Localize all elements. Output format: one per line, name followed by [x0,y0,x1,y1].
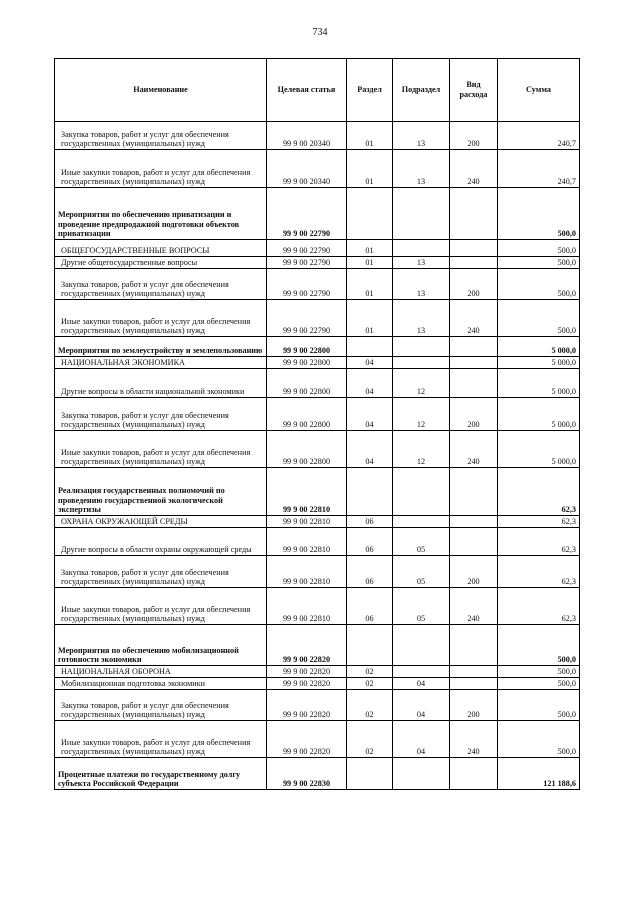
table-row [55,337,580,357]
table-row [55,357,580,369]
cell-name: Процентные платежи по государственному долгу субъекта Российской Федерации [55,758,267,790]
cell-subsection: 13 [393,269,450,300]
cell-name: Реализация государственных полномочий по проведению государственной экологической экспертизы [55,468,267,516]
cell-subsection: 13 [393,300,450,337]
cell-subsection: 12 [393,398,450,431]
cell-section: 06 [347,556,393,588]
table-row [55,122,580,150]
cell-name: Закупка товаров, работ и услуг для обеспечения государственных (муниципальных) нужд [55,122,267,150]
cell-section [347,468,393,516]
cell-expense-type: 200 [450,269,498,300]
header-section: Раздел [347,59,393,122]
cell-subsection [393,666,450,678]
cell-target: 99 9 00 22790 [267,257,347,269]
cell-name: НАЦИОНАЛЬНАЯ ЭКОНОМИКА [55,357,267,369]
cell-expense-type [450,468,498,516]
cell-subsection: 13 [393,257,450,269]
cell-target: 99 9 00 22790 [267,240,347,257]
cell-amount: 62,3 [498,556,580,588]
table-row [55,690,580,721]
cell-name: Мероприятия по землеустройству и землепользованию [55,337,267,357]
cell-name: Закупка товаров, работ и услуг для обеспечения государственных (муниципальных) нужд [55,269,267,300]
cell-target: 99 9 00 22820 [267,690,347,721]
cell-name: Иные закупки товаров, работ и услуг для обеспечения государственных (муниципальных) нужд [55,721,267,758]
cell-section: 06 [347,516,393,528]
cell-expense-type [450,516,498,528]
cell-section: 01 [347,240,393,257]
cell-expense-type: 240 [450,431,498,468]
cell-amount: 5 000,0 [498,369,580,398]
cell-expense-type [450,625,498,666]
cell-target: 99 9 00 20340 [267,150,347,188]
cell-amount: 500,0 [498,625,580,666]
cell-expense-type: 200 [450,122,498,150]
cell-section: 01 [347,269,393,300]
header-name: Наименование [55,59,267,122]
cell-section: 02 [347,690,393,721]
cell-section: 04 [347,357,393,369]
table-row [55,240,580,257]
cell-expense-type: 240 [450,721,498,758]
cell-amount: 62,3 [498,516,580,528]
cell-target: 99 9 00 22810 [267,468,347,516]
table-row [55,257,580,269]
table-row [55,398,580,431]
cell-subsection: 05 [393,528,450,556]
table-row [55,468,580,516]
header-subsection: Подраздел [393,59,450,122]
budget-table [54,58,580,790]
cell-name: Мероприятия по обеспечению мобилизационной готовности экономики [55,625,267,666]
cell-subsection [393,758,450,790]
cell-subsection: 05 [393,556,450,588]
cell-target: 99 9 00 22810 [267,528,347,556]
cell-target: 99 9 00 22810 [267,588,347,625]
cell-section: 06 [347,528,393,556]
table-row [55,369,580,398]
cell-subsection [393,468,450,516]
cell-subsection [393,357,450,369]
cell-amount: 500,0 [498,257,580,269]
table-row [55,556,580,588]
cell-amount: 5 000,0 [498,431,580,468]
cell-amount: 5 000,0 [498,357,580,369]
cell-name: Другие вопросы в области охраны окружающей среды [55,528,267,556]
header-target: Целевая статья [267,59,347,122]
table-row [55,431,580,468]
cell-target: 99 9 00 22800 [267,431,347,468]
cell-section: 04 [347,369,393,398]
cell-subsection: 13 [393,122,450,150]
cell-subsection: 12 [393,431,450,468]
cell-amount: 500,0 [498,300,580,337]
cell-expense-type: 200 [450,398,498,431]
cell-name: Иные закупки товаров, работ и услуг для обеспечения государственных (муниципальных) нужд [55,150,267,188]
cell-amount: 240,7 [498,122,580,150]
cell-subsection [393,240,450,257]
cell-amount: 62,3 [498,528,580,556]
cell-subsection: 04 [393,721,450,758]
cell-name: Иные закупки товаров, работ и услуг для обеспечения государственных (муниципальных) нужд [55,431,267,468]
table-row [55,758,580,790]
table-row [55,666,580,678]
cell-expense-type [450,337,498,357]
cell-amount: 121 188,6 [498,758,580,790]
cell-expense-type [450,188,498,240]
cell-target: 99 9 00 22820 [267,625,347,666]
cell-expense-type [450,369,498,398]
cell-section [347,188,393,240]
cell-amount: 62,3 [498,468,580,516]
cell-amount: 500,0 [498,188,580,240]
cell-target: 99 9 00 22790 [267,300,347,337]
cell-target: 99 9 00 22820 [267,678,347,690]
cell-subsection [393,625,450,666]
table-row [55,516,580,528]
cell-expense-type: 200 [450,690,498,721]
cell-name: Закупка товаров, работ и услуг для обеспечения государственных (муниципальных) нужд [55,690,267,721]
cell-name: Мероприятия по обеспечению приватизации и проведение предпродажной подготовки объектов приватизации [55,188,267,240]
cell-expense-type [450,240,498,257]
cell-section: 02 [347,678,393,690]
cell-name: Иные закупки товаров, работ и услуг для обеспечения государственных (муниципальных) нужд [55,588,267,625]
cell-expense-type [450,678,498,690]
table-row [55,269,580,300]
table-body [55,122,580,790]
cell-amount: 62,3 [498,588,580,625]
cell-target: 99 9 00 22800 [267,337,347,357]
cell-subsection [393,337,450,357]
cell-target: 99 9 00 22810 [267,516,347,528]
cell-name: Другие общегосударственные вопросы [55,257,267,269]
table-row [55,528,580,556]
cell-target: 99 9 00 22800 [267,398,347,431]
cell-name: Другие вопросы в области национальной экономики [55,369,267,398]
cell-section: 02 [347,721,393,758]
cell-name: Иные закупки товаров, работ и услуг для обеспечения государственных (муниципальных) нужд [55,300,267,337]
cell-subsection: 05 [393,588,450,625]
cell-target: 99 9 00 22820 [267,666,347,678]
cell-section [347,625,393,666]
cell-amount: 500,0 [498,240,580,257]
cell-amount: 500,0 [498,721,580,758]
cell-target: 99 9 00 22830 [267,758,347,790]
cell-expense-type: 240 [450,588,498,625]
cell-expense-type [450,357,498,369]
cell-name: ОБЩЕГОСУДАРСТВЕННЫЕ ВОПРОСЫ [55,240,267,257]
cell-name: ОХРАНА ОКРУЖАЮЩЕЙ СРЕДЫ [55,516,267,528]
cell-section: 01 [347,122,393,150]
cell-target: 99 9 00 22810 [267,556,347,588]
cell-amount: 500,0 [498,666,580,678]
cell-name: Закупка товаров, работ и услуг для обеспечения государственных (муниципальных) нужд [55,398,267,431]
cell-section [347,758,393,790]
cell-section [347,337,393,357]
cell-section: 06 [347,588,393,625]
cell-expense-type [450,257,498,269]
cell-target: 99 9 00 22790 [267,188,347,240]
cell-amount: 240,7 [498,150,580,188]
cell-target: 99 9 00 22820 [267,721,347,758]
cell-target: 99 9 00 22800 [267,357,347,369]
cell-subsection [393,188,450,240]
cell-expense-type: 200 [450,556,498,588]
cell-section: 01 [347,150,393,188]
cell-section: 02 [347,666,393,678]
cell-expense-type [450,528,498,556]
table-row [55,300,580,337]
table-row [55,150,580,188]
page-number: 734 [312,27,328,38]
cell-section: 04 [347,398,393,431]
cell-expense-type [450,758,498,790]
cell-amount: 5 000,0 [498,398,580,431]
cell-section: 01 [347,300,393,337]
cell-amount: 500,0 [498,690,580,721]
header-amount: Сумма [498,59,580,122]
cell-amount: 500,0 [498,678,580,690]
table-row [55,188,580,240]
table-header-row [55,59,580,122]
cell-subsection: 12 [393,369,450,398]
cell-subsection: 04 [393,678,450,690]
cell-name: НАЦИОНАЛЬНАЯ ОБОРОНА [55,666,267,678]
cell-target: 99 9 00 20340 [267,122,347,150]
cell-target: 99 9 00 22800 [267,369,347,398]
header-expense-type: Вид расхода [450,59,498,122]
table-row [55,625,580,666]
cell-section: 01 [347,257,393,269]
cell-name: Закупка товаров, работ и услуг для обеспечения государственных (муниципальных) нужд [55,556,267,588]
cell-amount: 5 000,0 [498,337,580,357]
cell-section: 04 [347,431,393,468]
cell-target: 99 9 00 22790 [267,269,347,300]
cell-expense-type: 240 [450,150,498,188]
cell-subsection: 04 [393,690,450,721]
cell-subsection: 13 [393,150,450,188]
cell-name: Мобилизационная подготовка экономики [55,678,267,690]
cell-amount: 500,0 [498,269,580,300]
table-row [55,721,580,758]
table-row [55,588,580,625]
cell-expense-type [450,666,498,678]
cell-subsection [393,516,450,528]
cell-expense-type: 240 [450,300,498,337]
table-row [55,678,580,690]
